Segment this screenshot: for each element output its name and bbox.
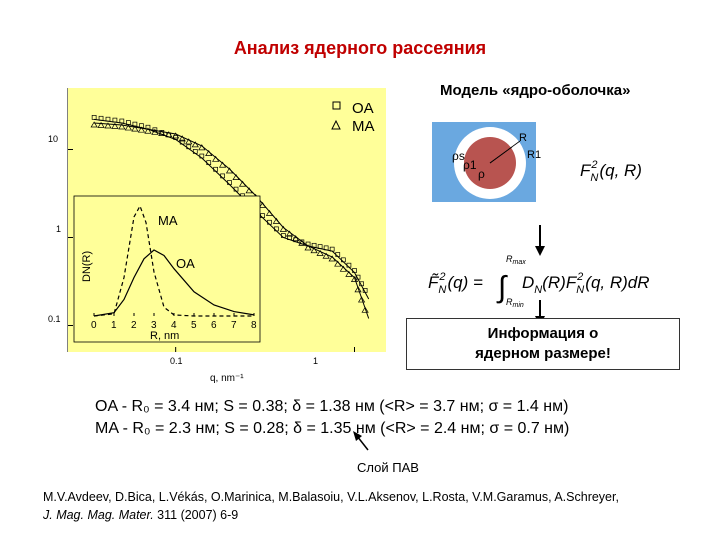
- inset-x-tick-label: 1: [111, 320, 117, 331]
- model-title: Модель «ядро-оболочка»: [440, 82, 631, 99]
- param-label: MA: [95, 420, 119, 437]
- radius-label: R: [519, 132, 527, 144]
- inset-label-oa: OA: [176, 256, 195, 271]
- inset-x-tick-label: 0: [91, 320, 97, 331]
- y-tick-label: 10: [48, 134, 59, 144]
- slide-title: Анализ ядерного рассеяния: [233, 38, 487, 58]
- inset-label-ma: MA: [158, 213, 178, 228]
- param-text: R₀ = 2.3 нм; S = 0.28; δ = 1.35 нм (<R> = 2.4 нм; σ = 0.7 нм): [132, 420, 570, 437]
- y-tick-label: 0.1: [48, 314, 61, 324]
- y-tick-label: 1: [56, 224, 62, 234]
- inset-x-axis-label: R, nm: [150, 330, 180, 342]
- param-row-ma: MA - R₀ = 2.3 нм; S = 0.28; δ = 1.35 нм (<R> = 2.4 нм; σ = 0.7 нм): [95, 420, 570, 437]
- core-shell-model: [432, 122, 642, 202]
- x-tick-label: 1: [313, 356, 319, 366]
- reference-journal: [43, 508, 238, 522]
- info-line-2: ядерном размере!: [475, 345, 611, 362]
- legend-label-oa: OA: [352, 100, 374, 117]
- inset-x-tick-label: 2: [131, 320, 137, 331]
- inset-x-tick-label: 8: [251, 320, 257, 331]
- inset-y-axis-label: DN(R): [81, 250, 93, 282]
- reference-authors: M.V.Avdeev, D.Bica, L.Vékás, O.Marinica, M.Balasoiu, V.L.Aksenov, L.Rosta, V.M.Garamus, A.Schreyer,: [43, 490, 619, 504]
- inset-plot: [74, 196, 260, 342]
- inset-x-tick-label: 7: [231, 320, 237, 331]
- radius-1-label: R1: [527, 149, 542, 161]
- param-label: OA: [95, 398, 118, 415]
- inset-x-tick-label: 4: [171, 320, 177, 331]
- x-tick-label: 0.1: [170, 356, 183, 366]
- inset-x-tick-label: 6: [211, 320, 217, 331]
- svg-text:∫: ∫: [498, 271, 507, 304]
- param-row-oa: OA - R₀ = 3.4 нм; S = 0.38; δ = 1.38 нм (<R> = 3.7 нм; σ = 1.4 нм): [95, 398, 569, 415]
- journal-details: 311 (2007) 6-9: [157, 508, 239, 522]
- info-line-1: Информация о: [487, 325, 599, 342]
- svg-text:DN(R)FN2(q, R)dR: $D_N(R)F_N2$ (q, R)dR: [522, 271, 650, 296]
- rho-shell-label: ρ1: [463, 158, 477, 172]
- svg-text:Rmin: $R_{min}$: [506, 297, 524, 309]
- param-text: R₀ = 3.4 нм; S = 0.38; δ = 1.38 нм (<R> = 3.7 нм; σ = 1.4 нм): [131, 398, 569, 415]
- svg-text:Rmax: $R_{max}$: [506, 254, 526, 266]
- form-factor-label: $F_N2$ (q, R): [580, 159, 642, 184]
- surfactant-label: Слой ПАВ: [357, 460, 419, 475]
- integral-formula: [428, 254, 650, 309]
- inset-x-tick-label: 3: [151, 320, 157, 331]
- rho-core-label: ρ: [478, 167, 485, 181]
- inset-x-tick-label: 5: [191, 320, 197, 331]
- legend-label-ma: MA: [352, 118, 375, 135]
- journal-name: J. Mag. Mag. Mater.: [43, 508, 154, 522]
- down-arrow-head: [535, 246, 545, 256]
- info-box: [406, 318, 680, 370]
- x-axis-label: q, nm⁻¹: [210, 373, 244, 384]
- svg-text:F̃N2(q) =: $F̃_N2$ (q) =: [428, 271, 483, 296]
- rho-solvent-label: ρs: [452, 149, 465, 163]
